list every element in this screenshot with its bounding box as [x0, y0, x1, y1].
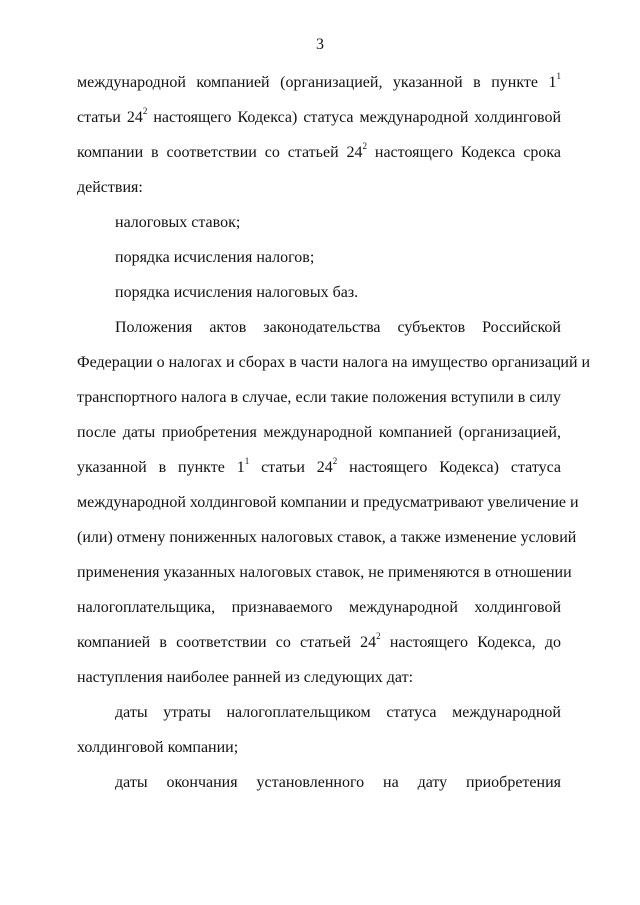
text-line: транспортного налога в случае, если такие положения вступили в силу [77, 389, 561, 406]
superscript: 2 [332, 456, 338, 466]
superscript: 1 [556, 71, 561, 81]
text-line: статьи $24^2$ настоящего Кодекса) статуса международной холдинговой [77, 106, 562, 126]
text-line: (или) отмену пониженных налоговых ставок, а также изменение условий [77, 529, 577, 546]
paragraph-start: Положения актов законодательства субъектов Российской [115, 319, 561, 336]
text-line: компании в соответствии со статьей $24^2$ настоящего Кодекса срока [77, 141, 561, 161]
text-line: указанной в пункте $1^1$ статьи $24^2$ настоящего Кодекса) статуса [77, 456, 562, 476]
list-item: порядка исчисления налоговых баз. [115, 284, 359, 301]
superscript: 1 [244, 456, 250, 466]
document-body [77, 65, 591, 800]
text-line: после даты приобретения международной компанией (организацией, [77, 424, 561, 441]
text-line: налогоплательщика, признаваемого международной холдинговой [77, 599, 561, 616]
list-item: даты окончания установленного на дату приобретения [115, 774, 561, 791]
text-line: применения указанных налоговых ставок, не применяются в отношении [77, 564, 572, 581]
list-item: даты утраты налогоплательщиком статуса международной [115, 704, 561, 721]
text-line: компанией в соответствии со статьей $24^2$ настоящего Кодекса, до [77, 631, 561, 651]
superscript: 2 [362, 141, 368, 151]
superscript: 2 [142, 106, 148, 116]
text-line: международной холдинговой компании и предусматривают увеличение и [77, 494, 579, 511]
text-line: международной компанией (организацией, указанной в пункте $1^1$ [77, 71, 561, 91]
text-line: наступления наиболее ранней из следующих дат: [77, 669, 414, 686]
superscript: 2 [376, 631, 381, 641]
list-item: налоговых ставок; [115, 214, 241, 231]
page-number: 3 [316, 36, 324, 53]
list-item: порядка исчисления налогов; [115, 249, 315, 266]
text-line: холдинговой компании; [77, 739, 239, 756]
text-line: Федерации о налогах и сборах в части налога на имущество организаций и [77, 354, 591, 371]
text-line: действия: [77, 179, 143, 196]
